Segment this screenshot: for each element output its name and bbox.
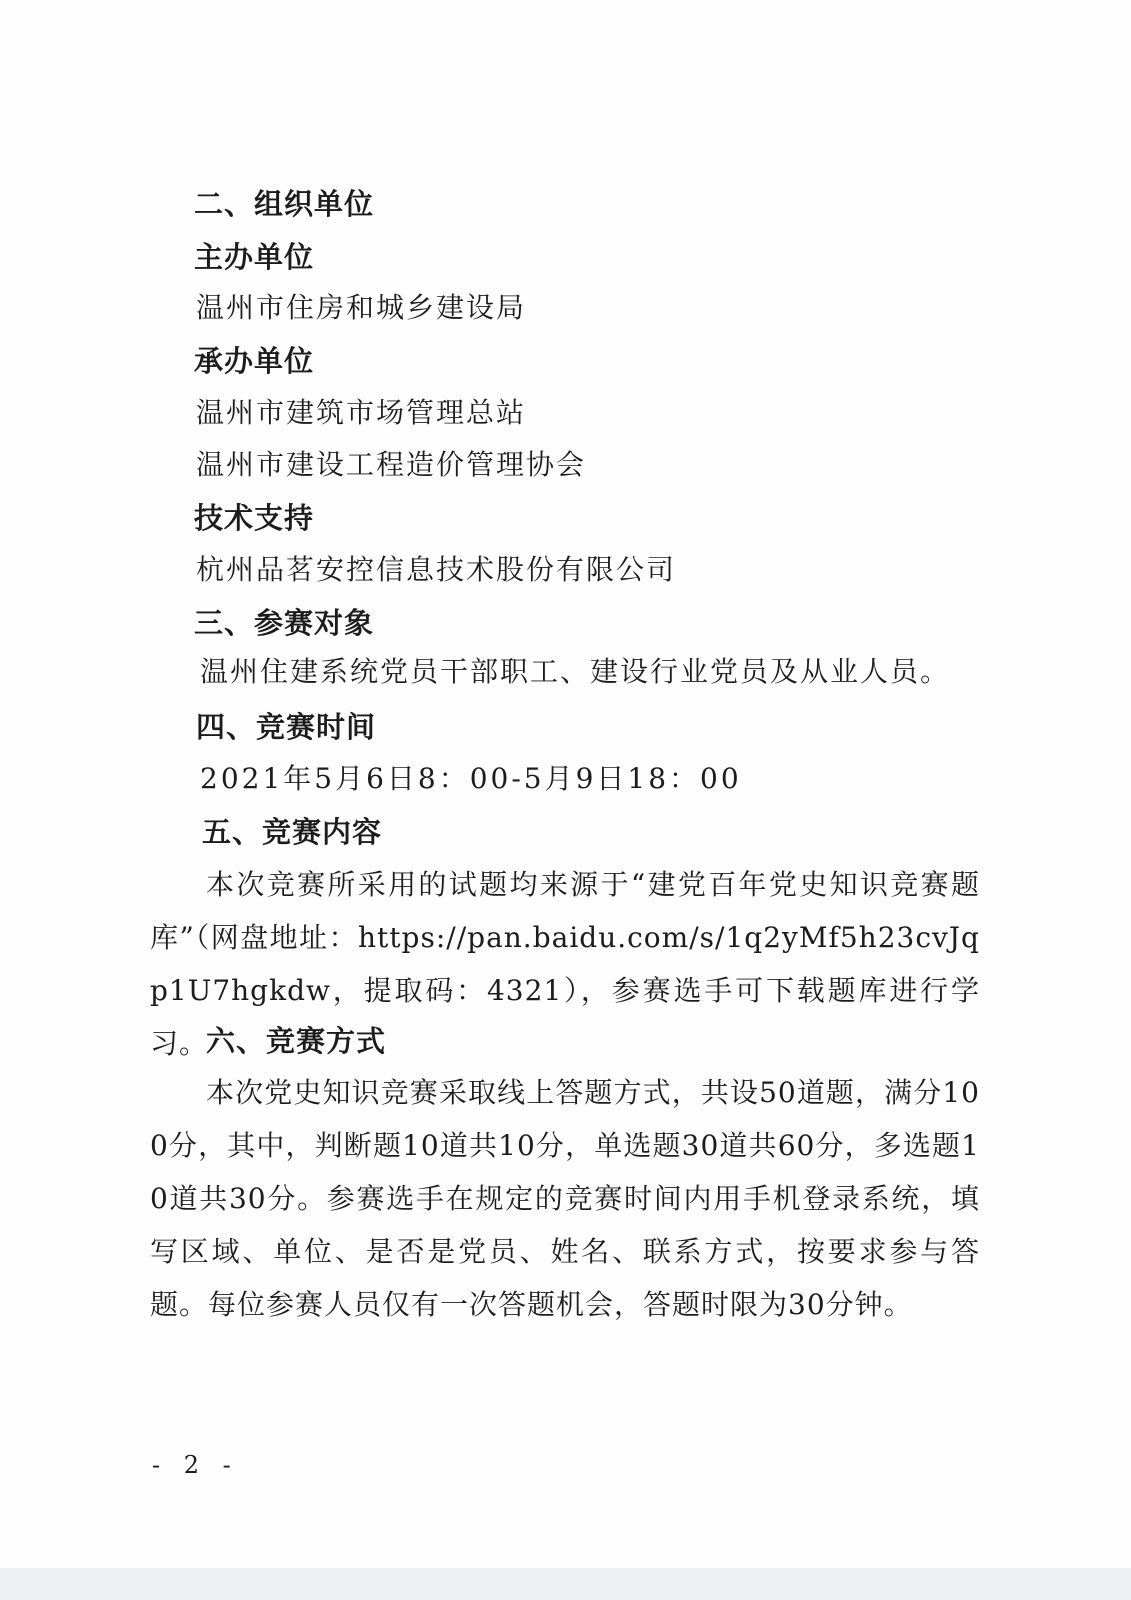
content-paragraph: 本次竞赛所采用的试题均来源于“建党百年党史知识竞赛题库”（网盘地址：https://pan.baidu.com/s/1q2yMf5h23cvJqp1U7hgkdw，提取码：4321），参赛选手可下载题库进行学习。 [150, 868, 980, 1060]
scan-bottom-edge [0, 1568, 1131, 1600]
participants-text: 温州住建系统党员干部职工、建设行业党员及从业人员。 [200, 655, 951, 688]
section-heading-organization: 二、组织单位 [194, 187, 375, 221]
section-heading-method: 六、竞赛方式 [206, 1024, 387, 1058]
tech-support-text: 杭州品茗安控信息技术股份有限公司 [196, 553, 677, 586]
competition-time-text: 2021年5月6日8：00-5月9日18：00 [200, 762, 742, 795]
section-heading-participants: 三、参赛对象 [194, 606, 375, 640]
organizer-unit-text-2: 温州市建设工程造价管理协会 [196, 448, 587, 481]
section-heading-time: 四、竞赛时间 [196, 710, 377, 744]
subheading-tech-support: 技术支持 [194, 501, 315, 535]
subheading-host: 主办单位 [194, 240, 315, 274]
page-number: - 2 - [152, 1451, 239, 1479]
organizer-unit-text-1: 温州市建筑市场管理总站 [196, 396, 527, 429]
section-heading-content: 五、竞赛内容 [202, 815, 383, 849]
subheading-organizer: 承办单位 [194, 344, 315, 378]
host-unit-text: 温州市住房和城乡建设局 [196, 291, 527, 324]
method-paragraph: 本次党史知识竞赛采取线上答题方式，共设50道题，满分100分，其中，判断题10道共10分，单选题30道共60分，多选题10道共30分。参赛选手在规定的竞赛时间内用手机登录系统，填写区域、单位、是否是党员、姓名、联系方式，按要求参与答题。每位参赛人员仅有一次答题机会，答题时限为30分钟。 [150, 1076, 980, 1321]
